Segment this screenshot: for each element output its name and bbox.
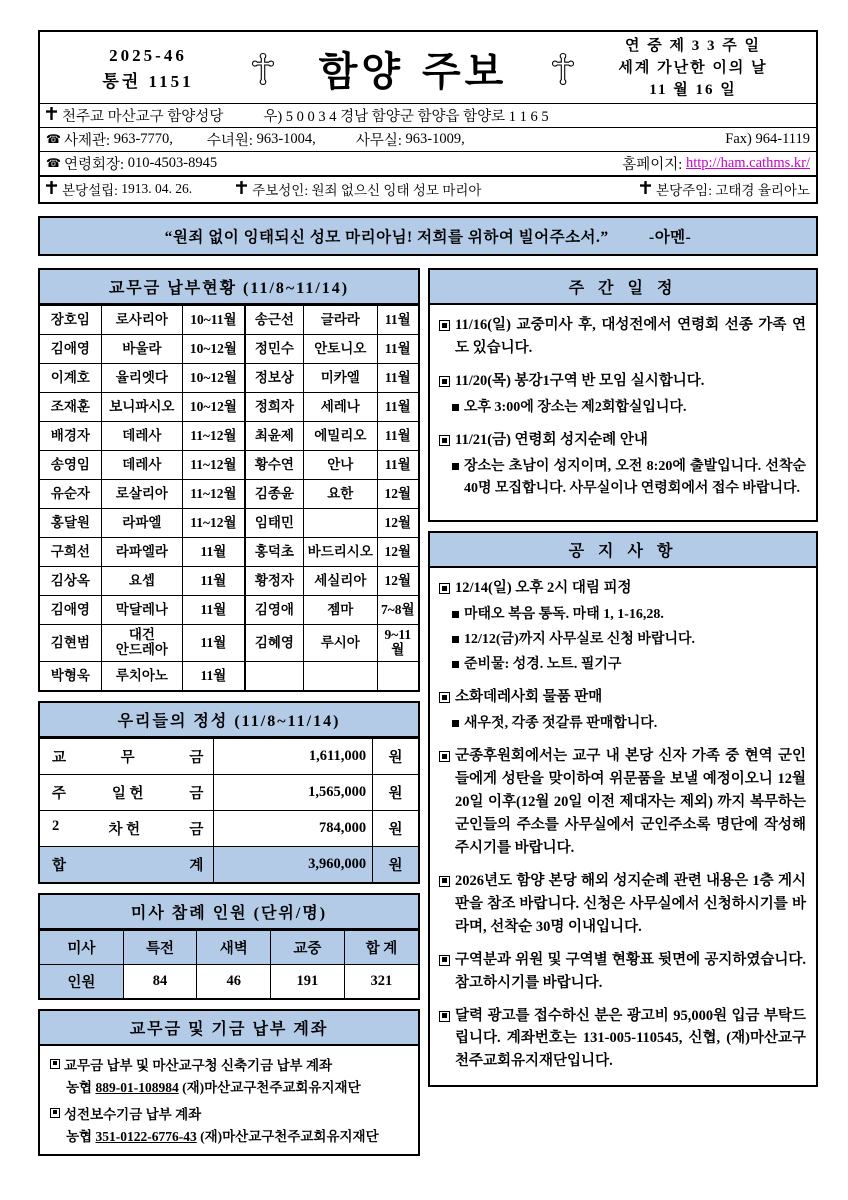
notice-group: [439, 429, 806, 500]
telephone-icon-2: ☎: [46, 156, 61, 171]
dues-saint-right: 세레나: [303, 393, 377, 422]
bank-name: 농협: [66, 1128, 96, 1144]
dues-name-right: 정희자: [245, 393, 304, 422]
notice-item: [439, 1005, 806, 1074]
table-row: [40, 393, 418, 422]
table-row: [40, 810, 418, 846]
table-row: [40, 422, 418, 451]
announcements-body: [430, 568, 816, 1085]
dues-name-right: 김혜영: [245, 625, 304, 662]
dues-name-left: 홍달원: [40, 509, 101, 538]
pastor-value: 고태경 율리아노: [715, 183, 810, 199]
ornate-cross-icon-2: [548, 52, 578, 86]
notice-item: [439, 429, 806, 452]
dues-month-left: 11월: [183, 596, 245, 625]
notice-sub-item: [452, 713, 806, 735]
founded-value: 1913. 04. 26.: [121, 181, 193, 197]
right-column: [428, 268, 818, 1165]
attendance-count: 191: [271, 964, 345, 998]
notice-item: [439, 314, 806, 360]
dues-month-right: 11월: [377, 306, 418, 335]
offering-table: [40, 738, 418, 882]
table-row: [40, 538, 418, 567]
phone-line-2: [40, 152, 816, 175]
dues-saint-right: 루시아: [303, 625, 377, 662]
dues-name-right: 홍덕초: [245, 538, 304, 567]
table-row: [40, 661, 418, 690]
table-row: [40, 509, 418, 538]
notice-sub-item: [452, 629, 806, 651]
column-header: 미사: [40, 930, 123, 964]
offering-amount: 1,565,000: [214, 774, 373, 810]
telephone-icon: ☎: [46, 132, 61, 147]
attendance-value-row: [40, 964, 418, 998]
account-number: 351-0122-6776-43: [95, 1128, 197, 1144]
dues-saint-right: 글라라: [303, 306, 377, 335]
dues-name-left: 김애영: [40, 596, 101, 625]
notice-text: 준비물: 성경. 노트. 필기구: [464, 657, 622, 673]
dues-name-right: 황수연: [245, 451, 304, 480]
table-row: [40, 567, 418, 596]
attendance-count: 84: [123, 964, 197, 998]
dues-month-right: 12월: [377, 538, 418, 567]
founded-info: [46, 179, 192, 199]
small-square-bullet-icon: [452, 611, 459, 618]
offering-label: 교 무 금: [40, 738, 214, 774]
notice-text: 11/16(일) 교중미사 후, 대성전에서 연령회 선종 가족 연도 있습니다.: [455, 317, 806, 357]
small-square-bullet-icon: [452, 404, 459, 411]
dues-name-left: 김애영: [40, 335, 101, 364]
masthead-footer: [40, 177, 816, 202]
square-bullet-icon: [439, 876, 450, 887]
rectory-phone: 963-7770,: [113, 131, 173, 148]
dues-month-left: 11~12월: [183, 451, 245, 480]
column-header: 교중: [271, 930, 345, 964]
dues-name-right: [245, 661, 304, 690]
small-cross-icon-a: [46, 181, 59, 198]
content-columns: [38, 268, 818, 1165]
founded-label: 본당설립:: [62, 183, 118, 199]
dues-month-right: 12월: [377, 567, 418, 596]
dues-saint-right: 에밀리오: [303, 422, 377, 451]
notice-text: 새우젓, 각종 젓갈류 판매합니다.: [464, 716, 658, 732]
dues-name-left: 김상옥: [40, 567, 101, 596]
convent-phone: 963-1004,: [256, 131, 316, 148]
table-row: [40, 846, 418, 882]
dues-table: [40, 305, 418, 690]
bulletin-title: 함양 주보: [318, 48, 508, 96]
offering-amount: 3,960,000: [214, 846, 373, 882]
dues-saint-right: 젬마: [303, 596, 377, 625]
dues-saint-left: 율리엣다: [101, 364, 182, 393]
notice-item: [439, 370, 806, 393]
notice-text: 군종후원회에서는 교구 내 본당 신자 가족 중 현역 군인들에게 성탄을 맞이하여 위문품을 보낼 예정이오니 12월 20일 이후(12월 20일 이전 제대자는 제외) 까지 복무하는 군인들의 주소를 사무실에서 군인주소록 명단에 작성해 주시기를 바랍니다.: [455, 748, 806, 857]
small-square-bullet-icon: [452, 636, 459, 643]
small-cross-icon: [46, 107, 59, 125]
parish-address: 우) 5 0 0 3 4 경남 함양군 함양읍 함양로 1 1 6 5: [263, 109, 549, 126]
offering-amount: 1,611,000: [214, 738, 373, 774]
dues-month-left: 10~12월: [183, 393, 245, 422]
dues-panel: [38, 268, 420, 692]
serial-number: 통권 1151: [102, 71, 194, 91]
dues-month-left: 11월: [183, 661, 245, 690]
notice-text: 11/20(목) 봉강1구역 반 모임 실시합니다.: [455, 373, 705, 390]
table-row: [40, 335, 418, 364]
offering-unit: 원: [373, 738, 418, 774]
fax-number: 964-1119: [755, 131, 810, 148]
accounts-title: 교무금 및 기금 납부 계좌: [40, 1011, 418, 1046]
account-detail: [66, 1125, 408, 1145]
dues-month-left: 11~12월: [183, 509, 245, 538]
offering-unit: 원: [373, 774, 418, 810]
dues-month-left: 10~12월: [183, 364, 245, 393]
attendance-count: 46: [197, 964, 271, 998]
pastor-label: 본당주임:: [656, 183, 712, 199]
notice-text: 마태오 복음 통독. 마태 1, 1-16,28.: [464, 607, 664, 623]
offering-label: 주 일 헌 금: [40, 774, 214, 810]
dues-name-right: 정민수: [245, 335, 304, 364]
dues-month-left: 11월: [183, 567, 245, 596]
weekly-schedule-title: 주 간 일 정: [430, 270, 816, 305]
table-row: [40, 306, 418, 335]
issue-number: 2025-46: [109, 46, 187, 66]
offering-unit: 원: [373, 810, 418, 846]
parish-address-line: [40, 104, 816, 128]
dues-month-right: [377, 661, 418, 690]
dues-name-left: 박형욱: [40, 661, 101, 690]
square-bullet-icon: [439, 583, 450, 594]
dues-month-left: 11~12월: [183, 480, 245, 509]
dues-month-right: 12월: [377, 480, 418, 509]
dues-name-left: 조재훈: [40, 393, 101, 422]
phone-line-1: [40, 128, 816, 152]
dues-month-left: 11월: [183, 625, 245, 662]
account-number: 889-01-108984: [95, 1079, 179, 1095]
homepage-link[interactable]: http://ham.cathms.kr/: [685, 155, 810, 172]
announcements-title: 공 지 사 항: [430, 533, 816, 568]
liturgical-date-block: [578, 36, 808, 101]
dues-month-right: 11월: [377, 364, 418, 393]
dues-saint-right: [303, 509, 377, 538]
square-bullet-icon: [439, 320, 450, 331]
notice-text: 2026년도 함양 본당 해외 성지순례 관련 내용은 1층 게시판을 참조 바랍니다. 신청은 사무실에서 신청하시기를 바라며, 선착순 30명 이내입니다.: [455, 872, 806, 935]
attendance-count: 321: [344, 964, 418, 998]
pastor-info: [640, 179, 810, 199]
rectory-label: 사제관:: [64, 133, 111, 150]
notice-item: [439, 870, 806, 939]
dues-saint-left: 라파엘: [101, 509, 182, 538]
dues-title: 교무금 납부현황 (11/8~11/14): [40, 270, 418, 305]
patron-value: 원죄 없으신 잉태 성모 마리아: [311, 183, 482, 199]
dues-name-left: 유순자: [40, 480, 101, 509]
square-bullet-icon: [439, 435, 450, 446]
dues-saint-right: 바드리시오: [303, 538, 377, 567]
small-square-bullet-icon: [452, 720, 459, 727]
dues-name-left: 배경자: [40, 422, 101, 451]
notice-item: [439, 577, 806, 600]
dues-saint-right: 세실리아: [303, 567, 377, 596]
column-header: 합 계: [344, 930, 418, 964]
weekly-schedule-body: [430, 305, 816, 520]
row-label: 인원: [40, 964, 123, 998]
notice-group: [439, 577, 806, 676]
notice-text: 11/21(금) 연령회 성지순례 안내: [455, 432, 648, 449]
account-heading: 교무금 납부 및 마산교구청 신축기금 납부 계좌: [50, 1054, 408, 1074]
office-phone: 963-1009,: [405, 131, 465, 148]
notice-sub-item: [452, 456, 806, 500]
table-row: [40, 738, 418, 774]
notice-text: 12/12(금)까지 사무실로 신청 바랍니다.: [464, 632, 696, 648]
dues-name-left: 장호임: [40, 306, 101, 335]
dues-month-left: 11~12월: [183, 422, 245, 451]
parish-name: 천주교 마산교구 함양성당: [62, 109, 224, 126]
dues-saint-left: 로사리아: [101, 306, 182, 335]
issue-number-block: [48, 43, 248, 94]
calendar-date: 11 월 16 일: [649, 81, 737, 98]
column-header: 새벽: [197, 930, 271, 964]
dues-saint-left: 데레사: [101, 451, 182, 480]
attendance-panel: [38, 893, 420, 1000]
dues-name-right: 황정자: [245, 567, 304, 596]
table-row: [40, 451, 418, 480]
dues-name-left: 이계호: [40, 364, 101, 393]
weekly-schedule-panel: [428, 268, 818, 522]
attendance-table: [40, 930, 418, 998]
dues-month-right: 12월: [377, 509, 418, 538]
dues-name-right: 정보상: [245, 364, 304, 393]
notice-text: 소화데레사회 물품 판매: [455, 689, 603, 706]
square-bullet-icon: [439, 1011, 450, 1022]
yeonryeong-label: 연령회장:: [64, 157, 125, 174]
dues-saint-left: 데레사: [101, 422, 182, 451]
dues-name-right: 임태민: [245, 509, 304, 538]
square-bullet-icon: [439, 376, 450, 387]
patron-info: [236, 179, 481, 199]
prayer-quote-banner: [38, 216, 818, 256]
dues-name-left: 구희선: [40, 538, 101, 567]
table-row: [40, 364, 418, 393]
account-heading: 성전보수기금 납부 계좌: [50, 1103, 408, 1123]
office-label: 사무실:: [355, 133, 402, 150]
dues-month-left: 11월: [183, 538, 245, 567]
dues-name-right: 김영애: [245, 596, 304, 625]
dues-month-right: 11월: [377, 393, 418, 422]
small-cross-icon-c: [640, 181, 653, 198]
offering-label: 합 계: [40, 846, 214, 882]
amen-text: -아멘-: [649, 229, 692, 247]
notice-sub-item: [452, 654, 806, 676]
bank-name: 농협: [66, 1079, 96, 1095]
offering-title: 우리들의 정성 (11/8~11/14): [40, 703, 418, 738]
ornate-cross-icon: [248, 52, 278, 86]
dues-saint-right: 안토니오: [303, 335, 377, 364]
notice-sub-item: [452, 397, 806, 419]
masthead: [38, 30, 818, 204]
dues-name-right: 송근선: [245, 306, 304, 335]
offering-amount: 784,000: [214, 810, 373, 846]
filled-square-bullet-icon: [50, 1108, 60, 1118]
small-cross-icon-b: [236, 181, 249, 198]
notice-text: 달력 광고를 접수하신 분은 광고비 95,000원 입금 부탁드립니다. 계좌번호는 131-005-110545, 신협, (재)마산교구천주교회유지재단입니다.: [455, 1007, 806, 1070]
offering-label: 2 차 헌 금: [40, 810, 214, 846]
dues-name-right: 최윤제: [245, 422, 304, 451]
notice-item: [439, 686, 806, 709]
notice-text: 장소는 초남이 성지이며, 오전 8:20에 출발입니다. 선착순 40명 모집합니다. 사무실이나 연령회에서 접수 바랍니다.: [464, 458, 806, 497]
dues-month-right: 7~8월: [377, 596, 418, 625]
notice-text: 구역분과 위원 및 구역별 현황표 뒷면에 공지하였습니다. 참고하시기를 바랍니다.: [455, 951, 806, 991]
convent-label: 수녀원:: [206, 133, 253, 150]
table-row: [40, 480, 418, 509]
prayer-text: “원죄 없이 잉태되신 성모 마리아님! 저희를 위하여 빌어주소서.”: [164, 229, 609, 247]
dues-saint-left: 막달레나: [101, 596, 182, 625]
dues-month-right: 11월: [377, 422, 418, 451]
liturgy-week: 연 중 제 3 3 주 일: [625, 38, 761, 54]
notice-item: [439, 949, 806, 995]
dues-saint-left: 로살리아: [101, 480, 182, 509]
masthead-contact-lines: [40, 104, 816, 177]
filled-square-bullet-icon: [50, 1059, 60, 1069]
notice-group: [439, 686, 806, 735]
dues-saint-left: 루치아노: [101, 661, 182, 690]
accounts-panel: [38, 1009, 420, 1156]
patron-label: 주보성인:: [252, 183, 309, 199]
dues-saint-right: 미카엘: [303, 364, 377, 393]
small-square-bullet-icon: [452, 661, 459, 668]
dues-name-left: 김현범: [40, 625, 101, 662]
column-header: 특전: [123, 930, 197, 964]
dues-saint-left: 바울라: [101, 335, 182, 364]
account-holder: (재)마산교구천주교회유지재단: [178, 1079, 361, 1095]
notice-group: [439, 370, 806, 419]
dues-month-right: 9~11월: [377, 625, 418, 662]
fax-label: Fax): [725, 131, 752, 148]
notice-text: 12/14(일) 오후 2시 대림 피정: [455, 580, 632, 597]
homepage-label: 홈페이지:: [622, 157, 683, 174]
square-bullet-icon: [439, 692, 450, 703]
dues-month-right: 11월: [377, 451, 418, 480]
dues-month-left: 10~12월: [183, 335, 245, 364]
notice-sub-item: [452, 604, 806, 626]
square-bullet-icon: [439, 955, 450, 966]
table-row: [40, 774, 418, 810]
notice-text: 오후 3:00에 장소는 제2회합실입니다.: [464, 399, 687, 415]
dues-saint-left: 라파엘라: [101, 538, 182, 567]
attendance-header-row: [40, 930, 418, 964]
left-column: [38, 268, 420, 1165]
accounts-body: [40, 1046, 418, 1154]
dues-month-right: 11월: [377, 335, 418, 364]
account-holder: (재)마산교구천주교회유지재단: [196, 1128, 379, 1144]
dues-saint-left: 대건 안드레아: [101, 625, 182, 662]
liturgy-theme: 세계 가난한 이의 날: [618, 59, 768, 76]
offering-panel: [38, 701, 420, 884]
announcements-panel: [428, 531, 818, 1087]
offering-unit: 원: [373, 846, 418, 882]
masthead-title-row: [40, 32, 816, 104]
dues-saint-right: 안나: [303, 451, 377, 480]
dues-saint-right: [303, 661, 377, 690]
account-detail: [66, 1076, 408, 1096]
dues-saint-right: 요한: [303, 480, 377, 509]
dues-name-left: 송영임: [40, 451, 101, 480]
table-row: [40, 625, 418, 662]
attendance-title: 미사 참례 인원 (단위/명): [40, 895, 418, 930]
square-bullet-icon: [439, 751, 450, 762]
yeonryeong-phone: 010-4503-8945: [127, 155, 218, 172]
table-row: [40, 596, 418, 625]
dues-saint-left: 보니파시오: [101, 393, 182, 422]
dues-saint-left: 요셉: [101, 567, 182, 596]
notice-item: [439, 745, 806, 860]
dues-name-right: 김종윤: [245, 480, 304, 509]
dues-month-left: 10~11월: [183, 306, 245, 335]
small-square-bullet-icon: [452, 463, 459, 470]
